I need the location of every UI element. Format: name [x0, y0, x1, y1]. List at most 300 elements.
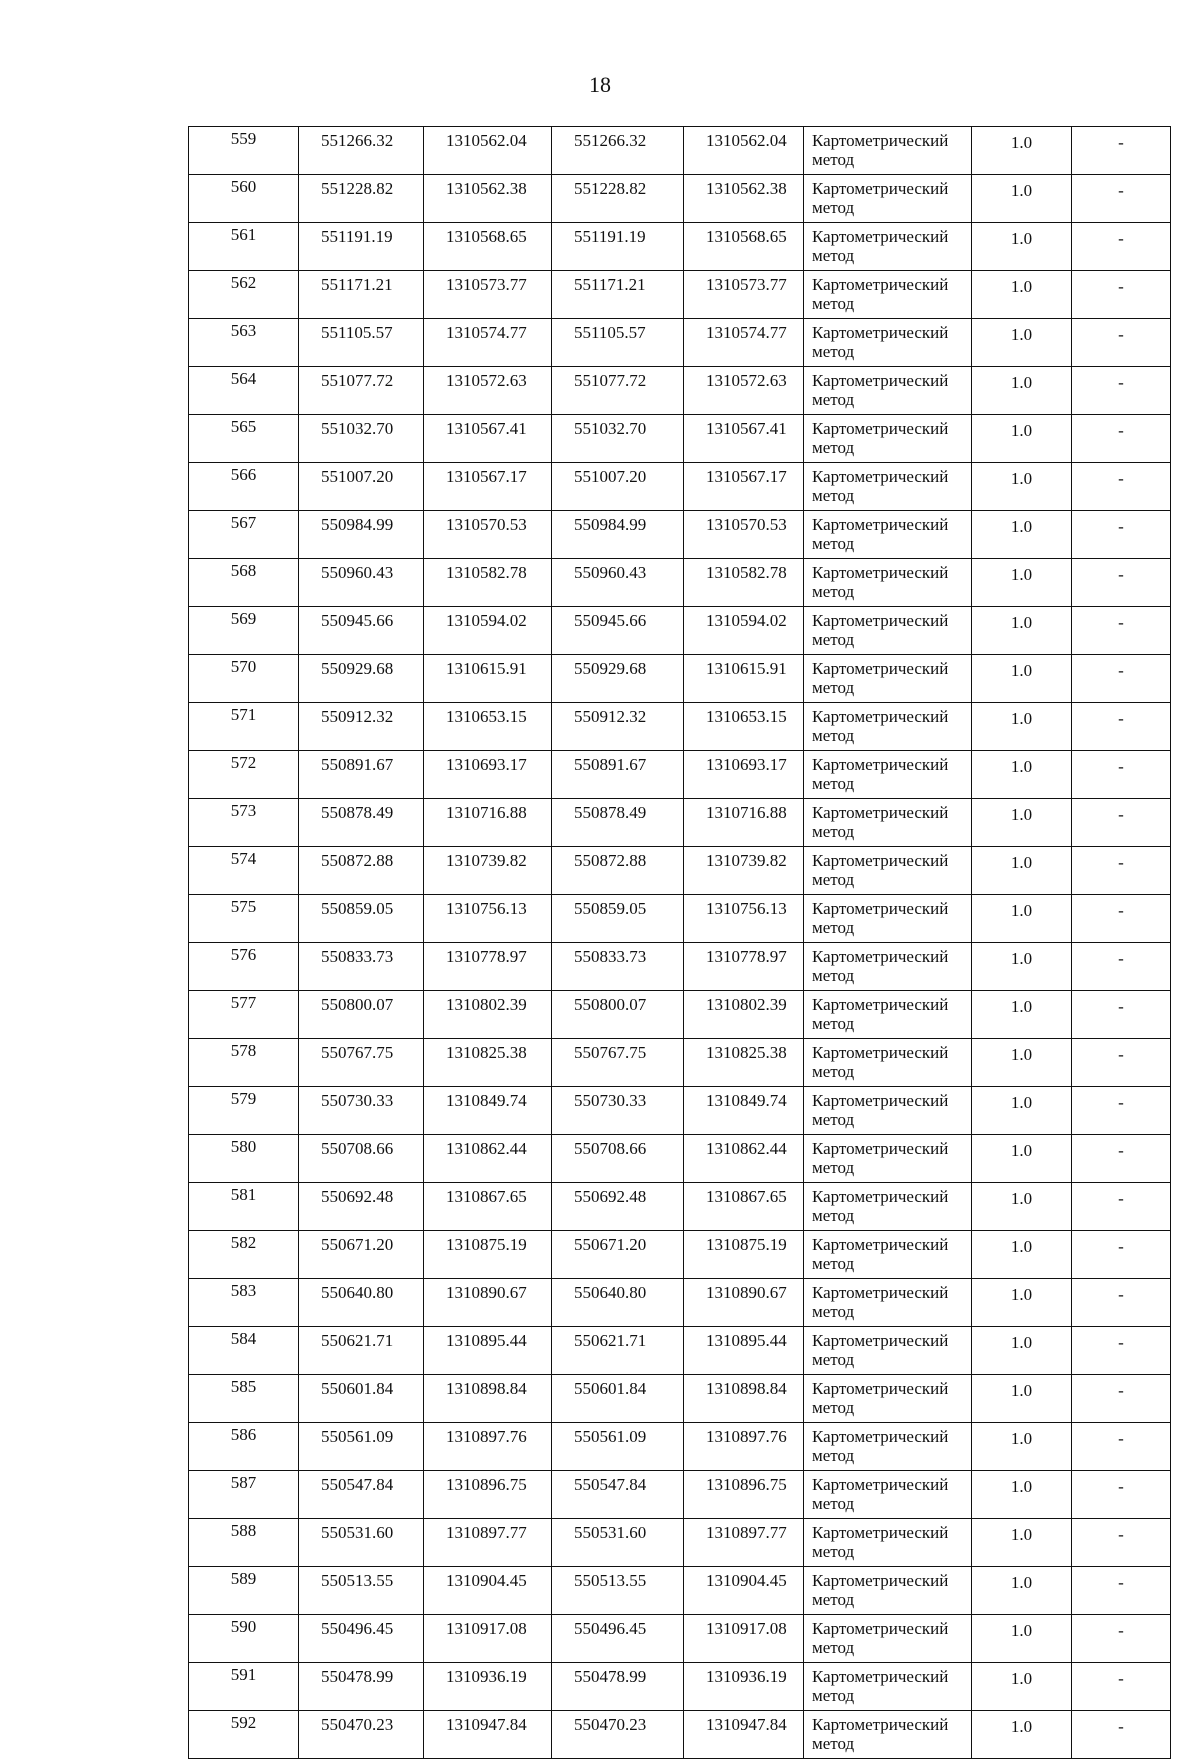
note-cell: - [1072, 223, 1171, 271]
note-cell: - [1072, 1471, 1171, 1519]
method-word: метод [812, 918, 855, 937]
method-word: метод [812, 822, 855, 841]
x-coordinate-new-cell: 550601.84 [552, 1375, 684, 1423]
accuracy-cell: 1.0 [972, 1279, 1072, 1327]
point-number-cell: 572 [189, 751, 299, 799]
y-coordinate-cell: 1310716.88 [424, 799, 552, 847]
point-number-cell: 588 [189, 1519, 299, 1567]
table-row [189, 1327, 1171, 1375]
table-row [189, 463, 1171, 511]
table-row [189, 607, 1171, 655]
table-row [189, 1279, 1171, 1327]
accuracy-cell: 1.0 [972, 799, 1072, 847]
y-coordinate-new-cell: 1310653.15 [684, 703, 804, 751]
accuracy-cell: 1.0 [972, 175, 1072, 223]
x-coordinate-new-cell: 550496.45 [552, 1615, 684, 1663]
y-coordinate-cell: 1310897.77 [424, 1519, 552, 1567]
note-cell: - [1072, 1615, 1171, 1663]
accuracy-cell: 1.0 [972, 559, 1072, 607]
accuracy-cell: 1.0 [972, 847, 1072, 895]
y-coordinate-new-cell: 1310574.77 [684, 319, 804, 367]
accuracy-cell: 1.0 [972, 1519, 1072, 1567]
table-row [189, 1471, 1171, 1519]
x-coordinate-cell: 550640.80 [299, 1279, 424, 1327]
method-word: метод [812, 486, 855, 505]
note-cell: - [1072, 1087, 1171, 1135]
x-coordinate-new-cell: 550859.05 [552, 895, 684, 943]
method-name: Картометрический [812, 467, 949, 486]
accuracy-cell: 1.0 [972, 703, 1072, 751]
y-coordinate-new-cell: 1310897.76 [684, 1423, 804, 1471]
method-name: Картометрический [812, 275, 949, 294]
x-coordinate-cell: 550891.67 [299, 751, 424, 799]
method-word: метод [812, 150, 855, 169]
x-coordinate-cell: 550708.66 [299, 1135, 424, 1183]
x-coordinate-cell: 550800.07 [299, 991, 424, 1039]
method-name: Картометрический [812, 1475, 949, 1494]
accuracy-cell: 1.0 [972, 1375, 1072, 1423]
accuracy-cell: 1.0 [972, 271, 1072, 319]
accuracy-cell: 1.0 [972, 991, 1072, 1039]
x-coordinate-new-cell: 550513.55 [552, 1567, 684, 1615]
x-coordinate-new-cell: 551191.19 [552, 223, 684, 271]
y-coordinate-new-cell: 1310904.45 [684, 1567, 804, 1615]
method-word: метод [812, 534, 855, 553]
accuracy-cell: 1.0 [972, 319, 1072, 367]
method-cell [804, 1279, 972, 1327]
method-name: Картометрический [812, 1619, 949, 1638]
note-cell: - [1072, 415, 1171, 463]
y-coordinate-cell: 1310693.17 [424, 751, 552, 799]
point-number-cell: 576 [189, 943, 299, 991]
y-coordinate-new-cell: 1310572.63 [684, 367, 804, 415]
method-cell [804, 703, 972, 751]
point-number-cell: 571 [189, 703, 299, 751]
note-cell: - [1072, 799, 1171, 847]
y-coordinate-new-cell: 1310778.97 [684, 943, 804, 991]
method-name: Картометрический [812, 803, 949, 822]
method-name: Картометрический [812, 323, 949, 342]
note-cell: - [1072, 559, 1171, 607]
y-coordinate-cell: 1310756.13 [424, 895, 552, 943]
note-cell: - [1072, 1423, 1171, 1471]
point-number-cell: 562 [189, 271, 299, 319]
x-coordinate-cell: 550547.84 [299, 1471, 424, 1519]
method-cell [804, 559, 972, 607]
accuracy-cell: 1.0 [972, 751, 1072, 799]
accuracy-cell: 1.0 [972, 367, 1072, 415]
x-coordinate-cell: 550833.73 [299, 943, 424, 991]
note-cell: - [1072, 319, 1171, 367]
y-coordinate-new-cell: 1310895.44 [684, 1327, 804, 1375]
x-coordinate-new-cell: 550891.67 [552, 751, 684, 799]
y-coordinate-new-cell: 1310567.41 [684, 415, 804, 463]
note-cell: - [1072, 1231, 1171, 1279]
y-coordinate-cell: 1310895.44 [424, 1327, 552, 1375]
table-row [189, 1423, 1171, 1471]
x-coordinate-new-cell: 550984.99 [552, 511, 684, 559]
method-name: Картометрический [812, 1523, 949, 1542]
method-word: метод [812, 438, 855, 457]
method-name: Картометрический [812, 995, 949, 1014]
y-coordinate-cell: 1310898.84 [424, 1375, 552, 1423]
x-coordinate-new-cell: 550945.66 [552, 607, 684, 655]
y-coordinate-cell: 1310778.97 [424, 943, 552, 991]
y-coordinate-new-cell: 1310615.91 [684, 655, 804, 703]
x-coordinate-cell: 550692.48 [299, 1183, 424, 1231]
method-word: метод [812, 1206, 855, 1225]
accuracy-cell: 1.0 [972, 511, 1072, 559]
x-coordinate-cell: 550730.33 [299, 1087, 424, 1135]
y-coordinate-cell: 1310568.65 [424, 223, 552, 271]
method-word: метод [812, 1542, 855, 1561]
accuracy-cell: 1.0 [972, 1039, 1072, 1087]
point-number-cell: 580 [189, 1135, 299, 1183]
accuracy-cell: 1.0 [972, 1471, 1072, 1519]
method-name: Картометрический [812, 1571, 949, 1590]
method-name: Картометрический [812, 851, 949, 870]
x-coordinate-new-cell: 550872.88 [552, 847, 684, 895]
note-cell: - [1072, 1663, 1171, 1711]
accuracy-cell: 1.0 [972, 1663, 1072, 1711]
note-cell: - [1072, 1327, 1171, 1375]
x-coordinate-cell: 550671.20 [299, 1231, 424, 1279]
x-coordinate-cell: 550960.43 [299, 559, 424, 607]
note-cell: - [1072, 655, 1171, 703]
method-word: метод [812, 1638, 855, 1657]
note-cell: - [1072, 271, 1171, 319]
table-row [189, 223, 1171, 271]
accuracy-cell: 1.0 [972, 895, 1072, 943]
x-coordinate-cell: 550878.49 [299, 799, 424, 847]
method-cell [804, 1663, 972, 1711]
accuracy-cell: 1.0 [972, 1711, 1072, 1759]
method-word: метод [812, 1446, 855, 1465]
note-cell: - [1072, 703, 1171, 751]
coordinates-table [188, 126, 1171, 1759]
y-coordinate-cell: 1310562.38 [424, 175, 552, 223]
y-coordinate-new-cell: 1310825.38 [684, 1039, 804, 1087]
method-cell [804, 607, 972, 655]
note-cell: - [1072, 175, 1171, 223]
note-cell: - [1072, 1711, 1171, 1759]
method-cell [804, 463, 972, 511]
method-word: метод [812, 1062, 855, 1081]
method-word: метод [812, 726, 855, 745]
x-coordinate-cell: 550561.09 [299, 1423, 424, 1471]
table-row [189, 1039, 1171, 1087]
method-word: метод [812, 966, 855, 985]
x-coordinate-cell: 551191.19 [299, 223, 424, 271]
point-number-cell: 561 [189, 223, 299, 271]
y-coordinate-cell: 1310802.39 [424, 991, 552, 1039]
x-coordinate-new-cell: 550478.99 [552, 1663, 684, 1711]
method-word: метод [812, 342, 855, 361]
accuracy-cell: 1.0 [972, 1423, 1072, 1471]
note-cell: - [1072, 1519, 1171, 1567]
method-cell [804, 271, 972, 319]
y-coordinate-new-cell: 1310802.39 [684, 991, 804, 1039]
point-number-cell: 584 [189, 1327, 299, 1375]
method-name: Картометрический [812, 131, 949, 150]
x-coordinate-new-cell: 551032.70 [552, 415, 684, 463]
x-coordinate-new-cell: 550833.73 [552, 943, 684, 991]
x-coordinate-cell: 551105.57 [299, 319, 424, 367]
method-cell [804, 991, 972, 1039]
method-cell [804, 511, 972, 559]
table-row [189, 1087, 1171, 1135]
method-cell [804, 1039, 972, 1087]
x-coordinate-cell: 550859.05 [299, 895, 424, 943]
method-cell [804, 1375, 972, 1423]
note-cell: - [1072, 1039, 1171, 1087]
point-number-cell: 574 [189, 847, 299, 895]
method-word: метод [812, 1110, 855, 1129]
x-coordinate-new-cell: 550561.09 [552, 1423, 684, 1471]
point-number-cell: 589 [189, 1567, 299, 1615]
y-coordinate-new-cell: 1310917.08 [684, 1615, 804, 1663]
method-name: Картометрический [812, 1043, 949, 1062]
y-coordinate-cell: 1310615.91 [424, 655, 552, 703]
y-coordinate-cell: 1310825.38 [424, 1039, 552, 1087]
table-row [189, 271, 1171, 319]
method-word: метод [812, 1302, 855, 1321]
note-cell: - [1072, 367, 1171, 415]
method-name: Картометрический [812, 947, 949, 966]
x-coordinate-new-cell: 550800.07 [552, 991, 684, 1039]
method-word: метод [812, 630, 855, 649]
point-number-cell: 578 [189, 1039, 299, 1087]
method-cell [804, 1519, 972, 1567]
y-coordinate-new-cell: 1310936.19 [684, 1663, 804, 1711]
method-name: Картометрический [812, 515, 949, 534]
y-coordinate-cell: 1310890.67 [424, 1279, 552, 1327]
point-number-cell: 566 [189, 463, 299, 511]
method-name: Картометрический [812, 1139, 949, 1158]
table-row [189, 703, 1171, 751]
table-row [189, 943, 1171, 991]
x-coordinate-cell: 550478.99 [299, 1663, 424, 1711]
point-number-cell: 575 [189, 895, 299, 943]
method-name: Картометрический [812, 1331, 949, 1350]
y-coordinate-cell: 1310567.41 [424, 415, 552, 463]
note-cell: - [1072, 751, 1171, 799]
y-coordinate-new-cell: 1310849.74 [684, 1087, 804, 1135]
method-cell [804, 1471, 972, 1519]
x-coordinate-cell: 551077.72 [299, 367, 424, 415]
table-row [189, 1519, 1171, 1567]
table-row [189, 895, 1171, 943]
method-word: метод [812, 390, 855, 409]
point-number-cell: 570 [189, 655, 299, 703]
y-coordinate-new-cell: 1310862.44 [684, 1135, 804, 1183]
method-word: метод [812, 1398, 855, 1417]
x-coordinate-cell: 550496.45 [299, 1615, 424, 1663]
method-cell [804, 319, 972, 367]
method-name: Картометрический [812, 659, 949, 678]
method-word: метод [812, 198, 855, 217]
x-coordinate-cell: 550912.32 [299, 703, 424, 751]
table-row [189, 1615, 1171, 1663]
method-word: метод [812, 678, 855, 697]
method-cell [804, 751, 972, 799]
method-cell [804, 175, 972, 223]
x-coordinate-cell: 551007.20 [299, 463, 424, 511]
method-word: метод [812, 1350, 855, 1369]
point-number-cell: 577 [189, 991, 299, 1039]
method-name: Картометрический [812, 1715, 949, 1734]
y-coordinate-cell: 1310897.76 [424, 1423, 552, 1471]
table-row [189, 511, 1171, 559]
accuracy-cell: 1.0 [972, 607, 1072, 655]
y-coordinate-cell: 1310572.63 [424, 367, 552, 415]
x-coordinate-cell: 550767.75 [299, 1039, 424, 1087]
table-row [189, 367, 1171, 415]
point-number-cell: 590 [189, 1615, 299, 1663]
accuracy-cell: 1.0 [972, 1231, 1072, 1279]
method-name: Картометрический [812, 179, 949, 198]
note-cell: - [1072, 895, 1171, 943]
method-name: Картометрический [812, 419, 949, 438]
y-coordinate-cell: 1310849.74 [424, 1087, 552, 1135]
method-name: Картометрический [812, 1379, 949, 1398]
note-cell: - [1072, 463, 1171, 511]
method-cell [804, 1135, 972, 1183]
x-coordinate-cell: 550531.60 [299, 1519, 424, 1567]
x-coordinate-new-cell: 550640.80 [552, 1279, 684, 1327]
table-row [189, 175, 1171, 223]
x-coordinate-cell: 551228.82 [299, 175, 424, 223]
x-coordinate-cell: 551266.32 [299, 127, 424, 175]
x-coordinate-new-cell: 551077.72 [552, 367, 684, 415]
y-coordinate-new-cell: 1310716.88 [684, 799, 804, 847]
table-row [189, 1567, 1171, 1615]
table-row [189, 991, 1171, 1039]
method-name: Картометрический [812, 611, 949, 630]
x-coordinate-new-cell: 551266.32 [552, 127, 684, 175]
point-number-cell: 563 [189, 319, 299, 367]
point-number-cell: 583 [189, 1279, 299, 1327]
x-coordinate-cell: 550984.99 [299, 511, 424, 559]
accuracy-cell: 1.0 [972, 1327, 1072, 1375]
method-cell [804, 1327, 972, 1375]
y-coordinate-cell: 1310570.53 [424, 511, 552, 559]
method-name: Картометрический [812, 1427, 949, 1446]
method-cell [804, 127, 972, 175]
table-row [189, 1135, 1171, 1183]
point-number-cell: 582 [189, 1231, 299, 1279]
x-coordinate-cell: 550513.55 [299, 1567, 424, 1615]
table-row [189, 1663, 1171, 1711]
x-coordinate-new-cell: 551228.82 [552, 175, 684, 223]
method-word: метод [812, 1014, 855, 1033]
y-coordinate-new-cell: 1310875.19 [684, 1231, 804, 1279]
point-number-cell: 565 [189, 415, 299, 463]
note-cell: - [1072, 1183, 1171, 1231]
table-row [189, 559, 1171, 607]
x-coordinate-new-cell: 551007.20 [552, 463, 684, 511]
y-coordinate-new-cell: 1310756.13 [684, 895, 804, 943]
point-number-cell: 585 [189, 1375, 299, 1423]
y-coordinate-cell: 1310739.82 [424, 847, 552, 895]
y-coordinate-cell: 1310562.04 [424, 127, 552, 175]
method-cell [804, 1567, 972, 1615]
method-cell [804, 1183, 972, 1231]
accuracy-cell: 1.0 [972, 1135, 1072, 1183]
accuracy-cell: 1.0 [972, 655, 1072, 703]
method-word: метод [812, 1686, 855, 1705]
method-word: метод [812, 294, 855, 313]
point-number-cell: 567 [189, 511, 299, 559]
method-name: Картометрический [812, 1091, 949, 1110]
note-cell: - [1072, 1135, 1171, 1183]
y-coordinate-new-cell: 1310693.17 [684, 751, 804, 799]
method-cell [804, 847, 972, 895]
y-coordinate-cell: 1310936.19 [424, 1663, 552, 1711]
x-coordinate-cell: 550945.66 [299, 607, 424, 655]
method-cell [804, 367, 972, 415]
accuracy-cell: 1.0 [972, 1567, 1072, 1615]
table-row [189, 1375, 1171, 1423]
method-name: Картометрический [812, 1667, 949, 1686]
note-cell: - [1072, 1567, 1171, 1615]
method-cell [804, 1423, 972, 1471]
y-coordinate-cell: 1310917.08 [424, 1615, 552, 1663]
method-word: метод [812, 774, 855, 793]
accuracy-cell: 1.0 [972, 1183, 1072, 1231]
point-number-cell: 569 [189, 607, 299, 655]
method-name: Картометрический [812, 1283, 949, 1302]
accuracy-cell: 1.0 [972, 943, 1072, 991]
method-name: Картометрический [812, 707, 949, 726]
x-coordinate-cell: 550872.88 [299, 847, 424, 895]
y-coordinate-cell: 1310862.44 [424, 1135, 552, 1183]
method-cell [804, 943, 972, 991]
table-row [189, 415, 1171, 463]
y-coordinate-new-cell: 1310562.04 [684, 127, 804, 175]
point-number-cell: 564 [189, 367, 299, 415]
x-coordinate-cell: 551032.70 [299, 415, 424, 463]
x-coordinate-new-cell: 550547.84 [552, 1471, 684, 1519]
method-cell [804, 223, 972, 271]
point-number-cell: 573 [189, 799, 299, 847]
method-word: метод [812, 870, 855, 889]
point-number-cell: 579 [189, 1087, 299, 1135]
accuracy-cell: 1.0 [972, 463, 1072, 511]
method-name: Картометрический [812, 563, 949, 582]
y-coordinate-new-cell: 1310567.17 [684, 463, 804, 511]
y-coordinate-cell: 1310867.65 [424, 1183, 552, 1231]
x-coordinate-cell: 550621.71 [299, 1327, 424, 1375]
table-row [189, 655, 1171, 703]
point-number-cell: 560 [189, 175, 299, 223]
y-coordinate-new-cell: 1310568.65 [684, 223, 804, 271]
x-coordinate-new-cell: 550878.49 [552, 799, 684, 847]
table-row [189, 751, 1171, 799]
x-coordinate-new-cell: 550692.48 [552, 1183, 684, 1231]
y-coordinate-new-cell: 1310890.67 [684, 1279, 804, 1327]
point-number-cell: 592 [189, 1711, 299, 1759]
point-number-cell: 581 [189, 1183, 299, 1231]
y-coordinate-cell: 1310594.02 [424, 607, 552, 655]
method-word: метод [812, 1158, 855, 1177]
x-coordinate-cell: 551171.21 [299, 271, 424, 319]
x-coordinate-cell: 550470.23 [299, 1711, 424, 1759]
point-number-cell: 587 [189, 1471, 299, 1519]
x-coordinate-new-cell: 550912.32 [552, 703, 684, 751]
x-coordinate-new-cell: 550730.33 [552, 1087, 684, 1135]
point-number-cell: 591 [189, 1663, 299, 1711]
